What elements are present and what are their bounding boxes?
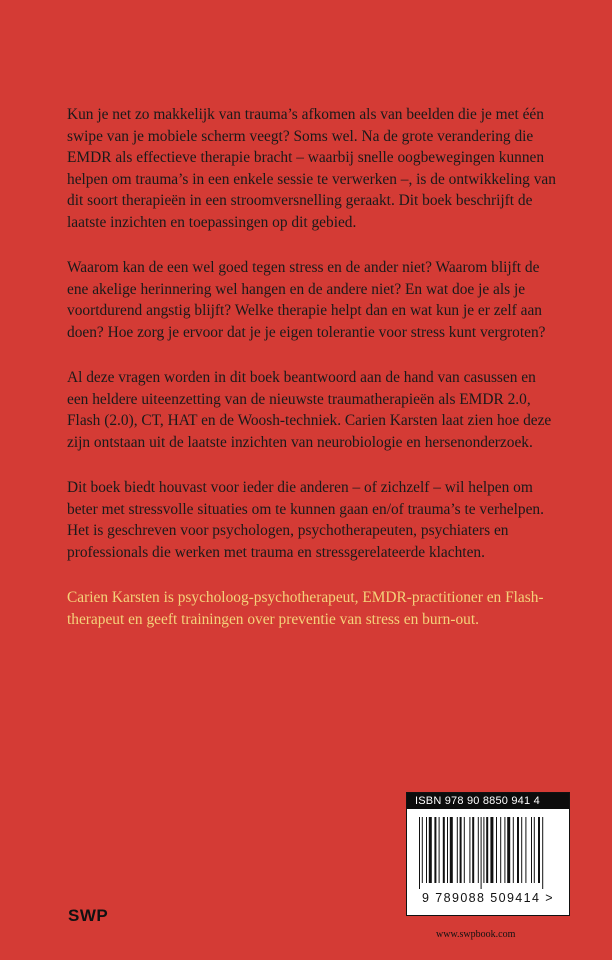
barcode-bar	[457, 817, 458, 883]
barcode-bar	[521, 817, 522, 883]
barcode-bar	[419, 817, 420, 889]
blurb-paragraph-1: Kun je net zo makkelijk van trauma’s afkomen als van beelden die je met één swipe van je mobiele scherm veegt? Soms wel. Na de grote verandering die EMDR als effectieve therapie bracht – waarbij snelle oogbewegingen kunnen helpen om trauma’s in een enkele sessie te verwerken –, is de ontwikkeling van dit soort therapieën in een stroomversnelling geraakt. Dit boek beschrijft de laatste inzichten en toepassingen op dit gebied.	[67, 106, 556, 231]
barcode-bar	[525, 817, 526, 883]
barcode-bar	[513, 817, 514, 883]
blurb-paragraph-4: Dit boek biedt houvast voor ieder die anderen – of zichzelf – wil helpen om beter met stressvolle situaties om te kunnen gaan en/of trauma’s te verhelpen. Het is geschreven voor psychologen, psychotherapeuten, psychiaters en professionals die werken met trauma en stressgerelateerde klachten.	[67, 479, 544, 561]
barcode-bar	[426, 817, 427, 883]
barcode-bar	[469, 817, 470, 883]
barcode-bar	[500, 817, 501, 883]
barcode-digits: 9 789088 509414 >	[422, 891, 554, 905]
barcode-bar	[422, 817, 423, 883]
barcode-bar	[507, 817, 510, 883]
barcode-bar	[478, 817, 479, 883]
barcode-bar	[443, 817, 445, 883]
barcode-bar	[496, 817, 497, 883]
barcode-bar	[460, 817, 462, 883]
barcode-icon	[415, 817, 561, 889]
blurb-paragraph-2: Waarom kan de een wel goed tegen stress en de ander niet? Waarom blijft de ene akelige herinnering wel hangen en de andere niet? En wat doe je als je voortdurend angstig blijft? Welke therapie helpt dan en wat kun je er zelf aan doen? Hoe zorg je ervoor dat je je eigen tolerantie voor stress kunt vergroten?	[67, 259, 546, 341]
barcode-bar	[534, 817, 535, 883]
back-cover-text	[67, 104, 557, 654]
isbn-barcode-box	[406, 792, 570, 916]
barcode-bar	[542, 817, 543, 889]
barcode-bar	[434, 817, 436, 883]
publisher-website: www.swpbook.com	[436, 929, 516, 940]
author-bio: Carien Karsten is psycholoog-psychotherapeut, EMDR-practitioner en Flash-therapeut en geeft trainingen over preventie van stress en burn-out.	[67, 589, 544, 628]
barcode-bar	[483, 817, 484, 883]
publisher-logo: SWP	[68, 906, 109, 925]
barcode-bar	[447, 817, 448, 883]
barcode-bar	[429, 817, 432, 883]
barcode-bar	[531, 817, 532, 883]
isbn-label: ISBN 978 90 8850 941 4	[407, 793, 569, 809]
barcode-bar	[538, 817, 540, 883]
barcode-bar	[504, 817, 505, 883]
barcode-bar	[481, 817, 482, 889]
barcode-bar	[517, 817, 519, 883]
barcode-bar	[486, 817, 488, 883]
barcode-bar	[450, 817, 453, 883]
blurb-paragraph-3: Al deze vragen worden in dit boek beantwoord aan de hand van casussen en een heldere uiteenzetting van de nieuwste traumatherapieën als EMDR 2.0, Flash (2.0), CT, HAT en de Woosh-techniek. Carien Karsten laat zien hoe deze zijn ontstaan uit de laatste inzichten van neurobiologie en hersenonderzoek.	[67, 369, 552, 451]
barcode-bar	[439, 817, 440, 883]
barcode-bar	[464, 817, 465, 883]
barcode-bar	[472, 817, 474, 883]
barcode-bar	[490, 817, 493, 883]
